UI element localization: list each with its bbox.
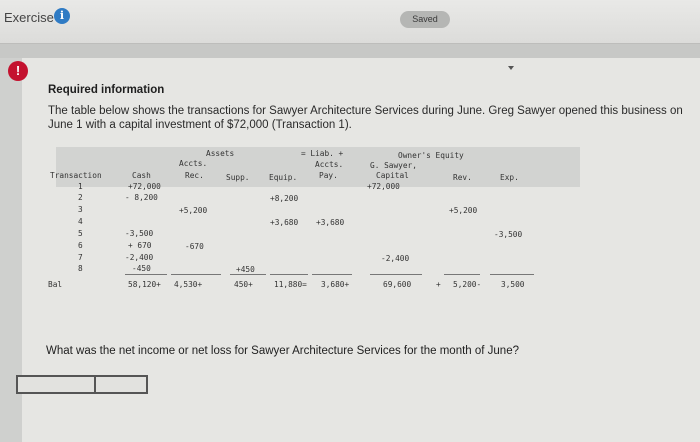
cell-cash: - 8,200 (125, 193, 158, 202)
cell-capital: +72,000 (367, 182, 400, 191)
header-accts-rec-1: Accts. (179, 159, 208, 168)
total-rule (171, 274, 221, 275)
header-liab: = Liab. + (301, 149, 344, 158)
saved-status-badge: Saved (400, 11, 450, 28)
answer-field-divider (94, 375, 96, 394)
transaction-table (48, 145, 538, 295)
header-accts-rec-2: Rec. (185, 171, 204, 180)
balance-capital: 69,600 (383, 280, 412, 289)
header-transaction: Transaction (50, 171, 102, 180)
header-assets: Assets (206, 149, 235, 158)
header-rev: Rev. (453, 173, 472, 182)
total-rule (490, 274, 534, 275)
cell-accts-pay: +3,680 (316, 218, 345, 227)
balance-cash: 58,120+ (128, 280, 161, 289)
net-income-answer-field[interactable] (16, 375, 148, 394)
total-rule (444, 274, 480, 275)
balance-plus: + (436, 280, 441, 289)
header-divider (0, 44, 700, 58)
row-number: 4 (78, 217, 83, 226)
balance-accts-rec: 4,530+ (174, 280, 203, 289)
cell-accts-rec: -670 (185, 242, 204, 251)
cell-rev: +5,200 (449, 206, 478, 215)
balance-supp: 450+ (234, 280, 253, 289)
total-rule (230, 274, 266, 275)
row-number: 3 (78, 205, 83, 214)
cell-cash: -450 (132, 264, 151, 273)
cell-equip: +8,200 (270, 194, 299, 203)
balance-label: Bal (48, 280, 63, 289)
row-number: 1 (78, 182, 83, 191)
header-capital: Capital (376, 171, 409, 180)
total-rule (270, 274, 308, 275)
balance-accts-pay: 3,680+ (321, 280, 350, 289)
top-bar (0, 0, 700, 44)
header-supp: Supp. (226, 173, 250, 182)
net-income-input[interactable] (18, 380, 146, 395)
balance-rev: 5,200- (453, 280, 482, 289)
cell-exp: -3,500 (494, 230, 523, 239)
row-number: 5 (78, 229, 83, 238)
caret-down-icon (508, 66, 514, 70)
total-rule (312, 274, 352, 275)
cell-cash: -3,500 (125, 229, 154, 238)
question-text: What was the net income or net loss for Sawyer Architecture Services for the month of June? (46, 345, 519, 357)
cell-supp: +450 (236, 265, 255, 274)
cell-equip: +3,680 (270, 218, 299, 227)
row-number: 7 (78, 253, 83, 262)
info-icon[interactable]: i (54, 8, 70, 24)
header-accts-pay-1: Accts. (315, 160, 344, 169)
header-equip: Equip. (269, 173, 298, 182)
header-accts-pay-2: Pay. (319, 171, 338, 180)
row-number: 8 (78, 264, 83, 273)
cell-cash: -2,400 (125, 253, 154, 262)
header-cash: Cash (132, 171, 151, 180)
cell-cash: +72,000 (128, 182, 161, 191)
exercise-label: Exercise (4, 10, 54, 25)
row-number: 2 (78, 193, 83, 202)
cell-capital: -2,400 (381, 254, 410, 263)
header-exp: Exp. (500, 173, 519, 182)
row-number: 6 (78, 241, 83, 250)
balance-exp: 3,500 (501, 280, 525, 289)
header-owners-equity: Owner's Equity (398, 151, 464, 160)
total-rule (370, 274, 422, 275)
alert-icon: ! (8, 61, 28, 81)
cell-accts-rec: +5,200 (179, 206, 208, 215)
required-info-text: The table below shows the transactions for Sawyer Architecture Services during June. Greg Sawyer opened this business on June 1 with a capital investment of $72,000 (Transaction 1). (48, 105, 683, 131)
cell-cash: + 670 (128, 241, 152, 250)
total-rule (125, 274, 167, 275)
required-info-title: Required information (48, 84, 165, 96)
balance-equip: 11,880= (274, 280, 307, 289)
header-gsawyer: G. Sawyer, (370, 161, 417, 170)
